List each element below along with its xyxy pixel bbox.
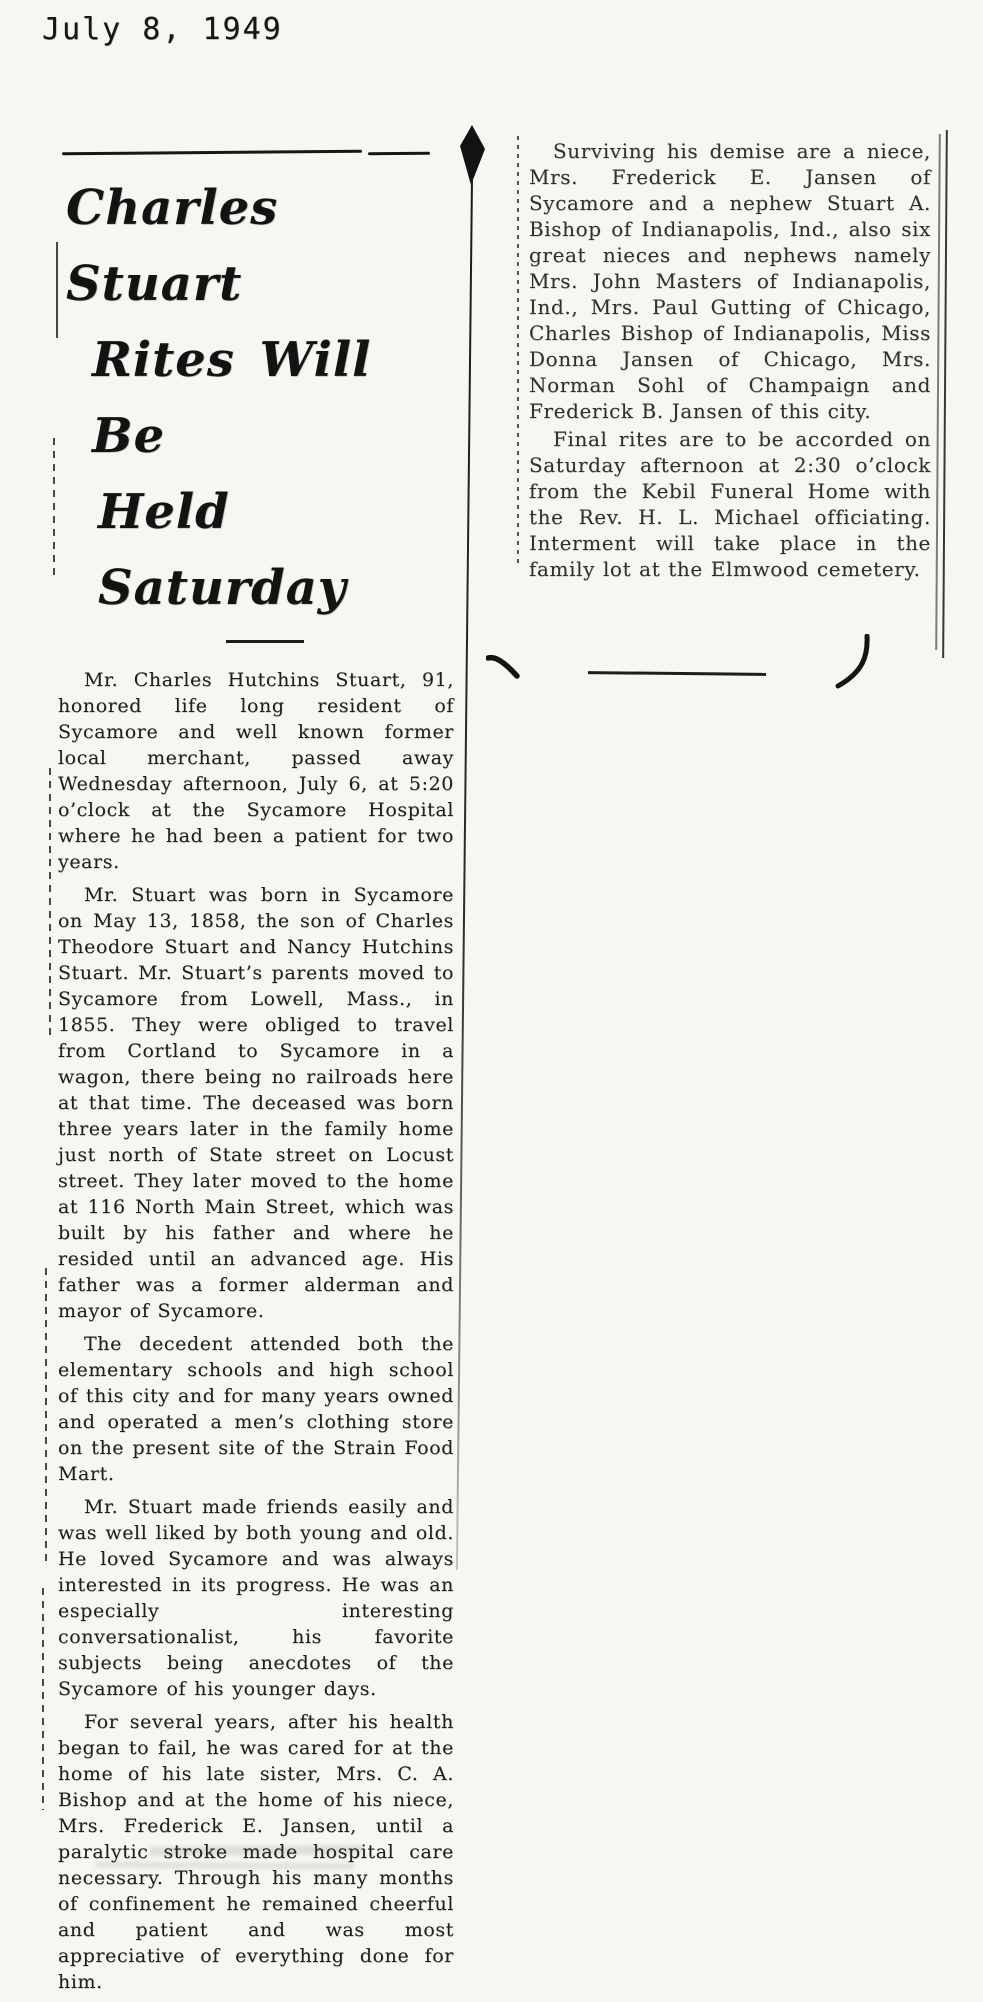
right-clipping-right-border-outer (942, 130, 948, 658)
article-paragraph-3: The decedent attended both the elementary schools and high school of this city and for many years owned and operated a men’s clothing store on the present site of the Strain Food Mart. (58, 1333, 454, 1485)
right-clipping (529, 138, 931, 584)
clipping-top-border-segment-1 (62, 150, 362, 156)
pen-tick-mark-icon (486, 654, 522, 680)
left-margin-mark-3 (49, 768, 51, 1040)
continuation-paragraph-1: Surviving his demise are a niece, Mrs. Frederick E. Jansen of Sycamore and a nephew Stuart A. Bishop of Indianapolis, Ind., also six great nieces and nephews namely Mrs. John Masters of Indianapolis, Ind., Mrs. Paul Gutting of Chicago, Charles Bishop of Indianapolis, Miss Donna Jansen of Chicago, Mrs. Norman Sohl of Champaign and Frederick B. Jansen of this city. (529, 139, 931, 423)
right-clipping-left-border (517, 136, 519, 568)
clipping-top-border-segment-2 (368, 152, 430, 155)
left-margin-mark-5 (42, 1588, 44, 1810)
article-paragraph-1: Mr. Charles Hutchins Stuart, 91, honored life long resident of Sycamore and well known former local merchant, passed away Wednesday afternoon, July 6, at 5:20 o’clock at the Sycamore Hospital where he had been a patient for two years. (58, 669, 454, 873)
continuation-paragraph-2: Final rites are to be accorded on Saturday afternoon at 2:30 o’clock from the Kebil Funeral Home with the Rev. H. L. Michael officiating. Interment will take place in the family lot at the Elmwood cemetery. (529, 427, 931, 581)
scan-smudge-1 (149, 1845, 362, 1856)
article-paragraph-5: For several years, after his health began to fail, he was cared for at the home of his late sister, Mrs. C. A. Bishop and at the home of his niece, Mrs. Frederick E. Jansen, until a paralytic stroke made hospital care necessary. Through his many months of confinement he remained cheerful and patient and was most appreciative of everything done for him. (58, 1711, 454, 1993)
pen-hook-mark-icon (832, 634, 874, 692)
date-line: July 8, 1949 (42, 12, 283, 47)
headline-divider (226, 640, 304, 643)
headline-line-2: Rites Will Be (92, 332, 372, 464)
right-clipping-right-border-inner (935, 134, 941, 650)
article-paragraph-4: Mr. Stuart made friends easily and was well liked by both young and old. He loved Sycamore and was always interested in its progress. He was an especially interesting conversationalist, his favorite subjects being anecdotes of the Sycamore of his younger days. (58, 1496, 454, 1700)
left-margin-mark-4 (45, 1268, 47, 1563)
obituary-body (58, 667, 454, 1995)
left-clipping (58, 170, 454, 2002)
article-paragraph-2: Mr. Stuart was born in Sycamore on May 13, 1858, the son of Charles Theodore Stuart and Nancy Hutchins Stuart. Mr. Stuart’s parents moved to Sycamore from Lowell, Mass., in 1855. They were obliged to travel from Cortland to Sycamore in a wagon, there being no railroads here at that time. The deceased was born three years later in the family home just north of State street on Locust street. They later moved to the home at 116 North Main Street, which was built by his father and where he resided until an advanced age. His father was a former alderman and mayor of Sycamore. (58, 884, 454, 1322)
headline-line-3: Held Saturday (98, 484, 347, 616)
obituary-headline (58, 170, 454, 626)
headline-line-1: Charles Stuart (66, 180, 279, 312)
pen-corner-mark-icon (458, 124, 488, 186)
end-of-article-rule (588, 671, 766, 676)
left-clipping-right-border (456, 178, 473, 1570)
left-margin-mark-2 (53, 438, 55, 578)
